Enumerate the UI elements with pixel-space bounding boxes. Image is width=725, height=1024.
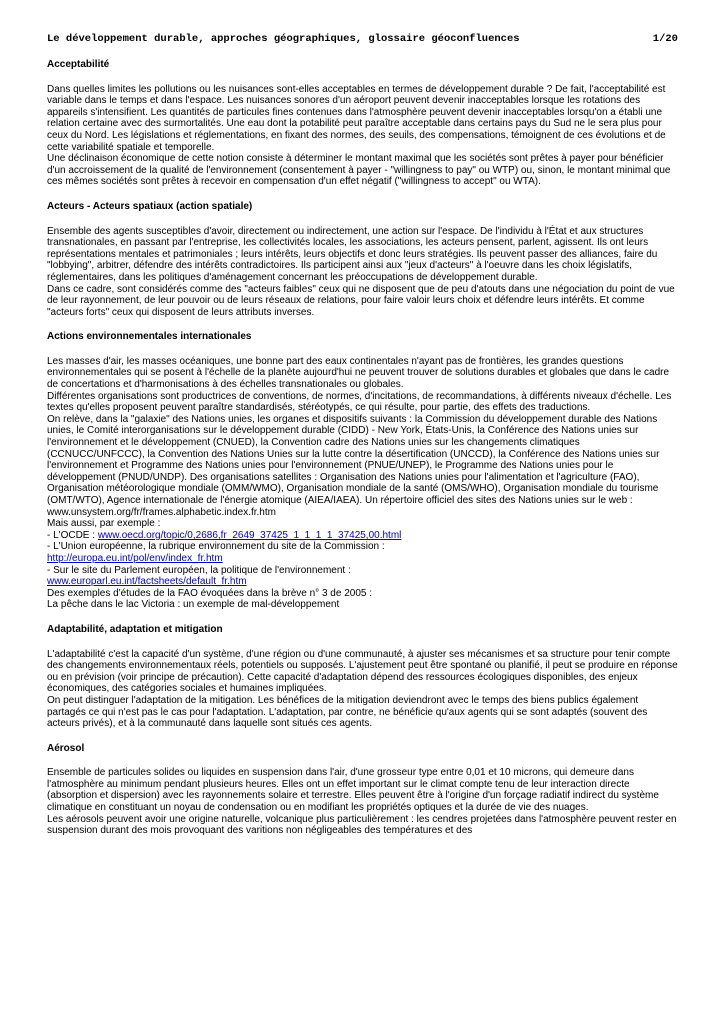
- paragraph: L'adaptabilité c'est la capacité d'un système, d'une région ou d'une communauté, à ajuster ses mécanismes et sa structure pour tenir compte des changements environnementaux réels, potentiels ou supposés. L'ajustement peut être spontané ou planifié, il peut se produire en réponse ou en prévision (voir principe de précaution). Cette capacité d'adaptation dépend des ressources écologiques disponibles, des enjeux économiques, des catégories sociales et humaines impliquées.: [47, 648, 678, 695]
- paragraph: Les masses d'air, les masses océaniques, une bonne part des eaux continentales n'ayant pas de frontières, les grandes questions environnementales qui se posent à l'échelle de la planète aujourd'hui ne peuvent trouver de solutions durables et globales que dans le cadre de concertations et d'harmonisations à des échelles transnationales ou globales.: [47, 355, 670, 391]
- europa-line: [47, 553, 678, 565]
- heading-adaptabilite: Adaptabilité, adaptation et mitigation: [47, 623, 223, 635]
- paragraph: Les aérosols peuvent avoir une origine naturelle, volcanique plus particulièrement : les cendres projetées dans l'atmosphère peuvent rester en suspension durant des mois provoquant des varitions non négligeables des températures et des: [47, 813, 677, 837]
- paragraph: Ensemble des agents susceptibles d'avoir, directement ou indirectement, une action sur l'espace. De l'individu à l'État et aux structures transnationales, en passant par l'entreprise, les collectivités locales, les associations, les acteurs pensent, parlent, agissent. Ils ont leurs représentations mentales et patrimoniales ; leurs intérêts, leurs objectifs et donc leurs stratégies. Ils peuvent passer des alliances, faire du "lobbying", arbitrer, défendre des intérêts contradictoires. Ils participent ainsi aux "jeux d'acteurs" à l'oeuvre dans les choix législatifs, réglementaires, dans les politiques d'aménagement concernant les préoccupations de développement durable.: [47, 225, 658, 283]
- section-acteurs: [47, 201, 678, 318]
- paragraph: - L'Union européenne, la rubrique environnement du site de la Commission :: [47, 541, 385, 553]
- paragraph: On peut distinguer l'adaptation de la mitigation. Les bénéfices de la mitigation deviendront avec le temps des biens publics également partagés ce qui n'est pas le cas pour l'adaptation. L'adaptation, par contre, ne bénéficie qu'aux agents qui se sont adaptés (souvent des acteurs privés), et à la communauté dans laquelle sont situés ces agents.: [47, 694, 648, 730]
- paragraph: La pêche dans le lac Victoria : un exemple de mal-développement: [47, 599, 340, 611]
- heading-aerosol: Aérosol: [47, 742, 85, 754]
- paragraph: Différentes organisations sont productrices de conventions, de normes, d'incitations, de recommandations, à différents niveaux d'échelle. Les textes qu'elles proposent peuvent paraître standardisés, stéréotypés, ce qui résulte, pour partie, des effets des traductions.: [47, 390, 672, 414]
- paragraph: Dans ce cadre, sont considérés comme des "acteurs faibles" ceux qui ne disposent que de peu d'atouts dans une négociation du point de vue de leur rayonnement, de leur pouvoir ou de leurs réseaux de relations, pour faire valoir leurs choix et défendre leurs intérêts. Et comme "acteurs forts" ceux qui disposent de leurs attributs inverses.: [47, 283, 675, 318]
- section-adaptabilite: [47, 624, 678, 730]
- paragraph: Ensemble de particules solides ou liquides en suspension dans l'air, d'une grosseur type entre 0,01 et 10 microns, qui demeure dans l'atmosphère au minimum pendant plusieurs heures. Elles ont un effet important sur le climat compte tenu de leur interaction directe (absorption et dispersion) avec les rayonnements solaire et terrestre. Elles peuvent être à l'origine d'un forçage radiatif indirect du système climatique en constituant un noyau de condensation ou en modifiant les propriétés optiques et la durée de vie des nuages.: [47, 767, 659, 814]
- page-number: 1/20: [652, 33, 678, 45]
- ocde-label: - L'OCDE :: [47, 529, 98, 541]
- europarl-line: [47, 576, 678, 588]
- section-aerosol: [47, 743, 678, 837]
- paragraph: Des exemples d'études de la FAO évoquées dans la brève n° 3 de 2005 :: [47, 587, 373, 599]
- document-header: [47, 33, 678, 45]
- paragraph: - Sur le site du Parlement européen, la politique de l'environnement :: [47, 564, 351, 576]
- section-acceptabilite: [47, 59, 678, 188]
- document-body: [47, 59, 678, 837]
- heading-acceptabilite: Acceptabilité: [47, 59, 110, 70]
- europarl-link[interactable]: www.europarl.eu.int/factsheets/default_fr.htm: [47, 576, 247, 588]
- section-actions-environnementales: [47, 331, 678, 611]
- un-sites-url: www.unsystem.org/fr/frames.alphabetic.index.fr.htm: [47, 506, 276, 518]
- paragraph: Mais aussi, par exemple :: [47, 518, 161, 530]
- ocde-line: [47, 530, 678, 542]
- ocde-link[interactable]: www.oecd.org/topic/0,2686,fr_2649_37425_1_1_1_1_37425,00.html: [97, 529, 402, 541]
- paragraph: On relève, dans la "galaxie" des Nations unies, les organes et dispositifs suivants : la Commission du développement durable des Nations unies, le Comité interorganisations sur le développement durable (CIDD) - New York, États-Unis, la Conférence des Nations unies sur l'environnement et le développement (CNUED), la Convention cadre des Nations unies sur les changements climatiques (CCNUCC/UNFCCC), la Convention des Nations Unies sur la lutte contre la désertification (UNCCD), la Conférence des Nations unies sur l'environnement et Programme des Nations unies pour l'environnement (PNUE/UNEP), le Programme des Nations unies pour le développement (PNUD/UNDP). Des organisations satellites : Organisation des Nations unies pour l'alimentation et l'agriculture (FAO), Organisation météorologique mondiale (OMM/WMO), Organisation mondiale de la santé (OMS/WHO), Organisation mondiale du tourisme (OMT/WTO), Agence internationale de l'énergie atomique (AIEA/IAEA). Un répertoire officiel des sites des Nations unies sur le web :: [47, 413, 660, 506]
- paragraph: Dans quelles limites les pollutions ou les nuisances sont-elles acceptables en termes de développement durable ? De fait, l'acceptabilité est variable dans le temps et dans l'espace. Les nuisances sonores d'un aéroport peuvent devenir inacceptables lorsque les rotations des appareils s'intensifient. Les quantités de particules fines contenues dans l'atmosphère peuvent devenir inacceptables lorsqu'on a établi une relation certaine avec des surmortalités. Une eau dont la potabilité peut paraître acceptable dans certains pays du Sud ne le sera plus pour ceux du Nord. Les législations et réglementations, en fixant des normes, des seuils, des compensations, témoignent de ces évolutions et de cette variabilité spatiale et temporelle.: [47, 83, 666, 153]
- paragraph: Une déclinaison économique de cette notion consiste à déterminer le montant maximal que les sociétés sont prêtes à payer pour bénéficier d'un accroissement de la qualité de l'environnement (consentement à payer - "willingness to pay" ou WTP) ou, sinon, le montant minimal que ces mêmes sociétés sont prêtes à recevoir en compensation d'un effet négatif ("willingness to accept" ou WTA).: [47, 153, 671, 188]
- heading-actions-environnementales: Actions environnementales internationales: [47, 331, 252, 343]
- heading-acteurs: Acteurs - Acteurs spatiaux (action spatiale): [47, 200, 253, 212]
- europa-link[interactable]: http://europa.eu.int/pol/env/index_fr.htm: [47, 552, 223, 564]
- document-title: Le développement durable, approches géographiques, glossaire géoconfluences: [47, 33, 520, 45]
